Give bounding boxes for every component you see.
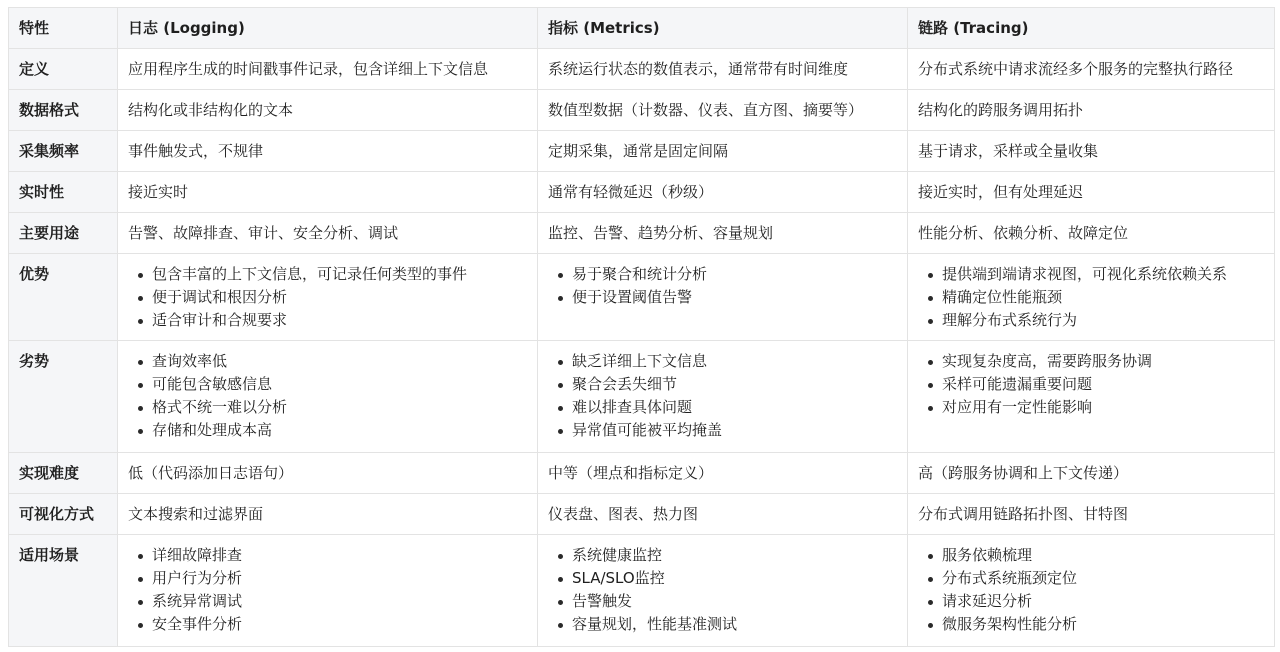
list-item: 详细故障排查	[152, 544, 527, 567]
cell-logging: 文本搜索和过滤界面	[118, 494, 538, 535]
cell-logging: 结构化或非结构化的文本	[118, 90, 538, 131]
cell-tracing: 结构化的跨服务调用拓扑	[908, 90, 1275, 131]
list-item: 服务依赖梳理	[942, 544, 1264, 567]
list-item: 难以排查具体问题	[572, 396, 897, 419]
cell-metrics	[538, 535, 908, 647]
list-item: 查询效率低	[152, 350, 527, 373]
bullet-list	[918, 544, 1264, 636]
row-label: 实现难度	[9, 453, 118, 494]
row-label: 数据格式	[9, 90, 118, 131]
list-item: 理解分布式系统行为	[942, 309, 1264, 332]
list-item: 对应用有一定性能影响	[942, 396, 1264, 419]
table-row	[9, 213, 1275, 254]
list-item: 系统健康监控	[572, 544, 897, 567]
cell-logging: 事件触发式，不规律	[118, 131, 538, 172]
bullet-list	[918, 350, 1264, 419]
header-logging: 日志 (Logging)	[118, 8, 538, 49]
table-body	[9, 49, 1275, 647]
bullet-list	[548, 350, 897, 442]
cell-logging: 低（代码添加日志语句）	[118, 453, 538, 494]
table-row	[9, 535, 1275, 647]
bullet-list	[918, 263, 1264, 332]
list-item: 缺乏详细上下文信息	[572, 350, 897, 373]
row-label: 定义	[9, 49, 118, 90]
list-item: 便于设置阈值告警	[572, 286, 897, 309]
row-label: 优势	[9, 254, 118, 341]
list-item: 便于调试和根因分析	[152, 286, 527, 309]
cell-metrics	[538, 254, 908, 341]
table-row	[9, 341, 1275, 453]
cell-tracing: 高（跨服务协调和上下文传递）	[908, 453, 1275, 494]
row-label: 采集频率	[9, 131, 118, 172]
row-label: 劣势	[9, 341, 118, 453]
list-item: 微服务架构性能分析	[942, 613, 1264, 636]
table-row	[9, 172, 1275, 213]
row-label: 主要用途	[9, 213, 118, 254]
list-item: 采样可能遗漏重要问题	[942, 373, 1264, 396]
table-header	[9, 8, 1275, 49]
cell-logging: 应用程序生成的时间戳事件记录，包含详细上下文信息	[118, 49, 538, 90]
cell-logging	[118, 535, 538, 647]
cell-metrics: 仪表盘、图表、热力图	[538, 494, 908, 535]
row-label: 适用场景	[9, 535, 118, 647]
cell-metrics: 监控、告警、趋势分析、容量规划	[538, 213, 908, 254]
row-label: 可视化方式	[9, 494, 118, 535]
header-row	[9, 8, 1275, 49]
list-item: 异常值可能被平均掩盖	[572, 419, 897, 442]
header-tracing: 链路 (Tracing)	[908, 8, 1275, 49]
table-row	[9, 494, 1275, 535]
bullet-list	[548, 544, 897, 636]
observability-comparison-table	[8, 7, 1275, 647]
list-item: 容量规划，性能基准测试	[572, 613, 897, 636]
cell-tracing: 性能分析、依赖分析、故障定位	[908, 213, 1275, 254]
cell-metrics: 通常有轻微延迟（秒级）	[538, 172, 908, 213]
cell-metrics	[538, 341, 908, 453]
bullet-list	[128, 544, 527, 636]
cell-tracing	[908, 254, 1275, 341]
list-item: 实现复杂度高，需要跨服务协调	[942, 350, 1264, 373]
cell-tracing: 分布式调用链路拓扑图、甘特图	[908, 494, 1275, 535]
cell-tracing: 基于请求，采样或全量收集	[908, 131, 1275, 172]
row-label: 实时性	[9, 172, 118, 213]
cell-logging: 告警、故障排查、审计、安全分析、调试	[118, 213, 538, 254]
table-row	[9, 49, 1275, 90]
table-row	[9, 131, 1275, 172]
bullet-list	[128, 350, 527, 442]
table-row	[9, 254, 1275, 341]
list-item: SLA/SLO监控	[572, 567, 897, 590]
cell-logging	[118, 254, 538, 341]
comparison-table-container	[8, 7, 1275, 647]
header-metrics: 指标 (Metrics)	[538, 8, 908, 49]
list-item: 可能包含敏感信息	[152, 373, 527, 396]
cell-metrics: 中等（埋点和指标定义）	[538, 453, 908, 494]
header-feature: 特性	[9, 8, 118, 49]
cell-metrics: 数值型数据（计数器、仪表、直方图、摘要等）	[538, 90, 908, 131]
bullet-list	[128, 263, 527, 332]
cell-logging: 接近实时	[118, 172, 538, 213]
cell-metrics: 系统运行状态的数值表示，通常带有时间维度	[538, 49, 908, 90]
cell-tracing	[908, 535, 1275, 647]
list-item: 安全事件分析	[152, 613, 527, 636]
cell-tracing: 分布式系统中请求流经多个服务的完整执行路径	[908, 49, 1275, 90]
list-item: 分布式系统瓶颈定位	[942, 567, 1264, 590]
table-row	[9, 90, 1275, 131]
list-item: 适合审计和合规要求	[152, 309, 527, 332]
list-item: 用户行为分析	[152, 567, 527, 590]
list-item: 格式不统一难以分析	[152, 396, 527, 419]
list-item: 易于聚合和统计分析	[572, 263, 897, 286]
cell-logging	[118, 341, 538, 453]
cell-tracing: 接近实时，但有处理延迟	[908, 172, 1275, 213]
list-item: 聚合会丢失细节	[572, 373, 897, 396]
list-item: 包含丰富的上下文信息，可记录任何类型的事件	[152, 263, 527, 286]
table-row	[9, 453, 1275, 494]
bullet-list	[548, 263, 897, 309]
cell-tracing	[908, 341, 1275, 453]
list-item: 存储和处理成本高	[152, 419, 527, 442]
cell-metrics: 定期采集，通常是固定间隔	[538, 131, 908, 172]
list-item: 系统异常调试	[152, 590, 527, 613]
list-item: 告警触发	[572, 590, 897, 613]
list-item: 精确定位性能瓶颈	[942, 286, 1264, 309]
list-item: 提供端到端请求视图，可视化系统依赖关系	[942, 263, 1264, 286]
list-item: 请求延迟分析	[942, 590, 1264, 613]
